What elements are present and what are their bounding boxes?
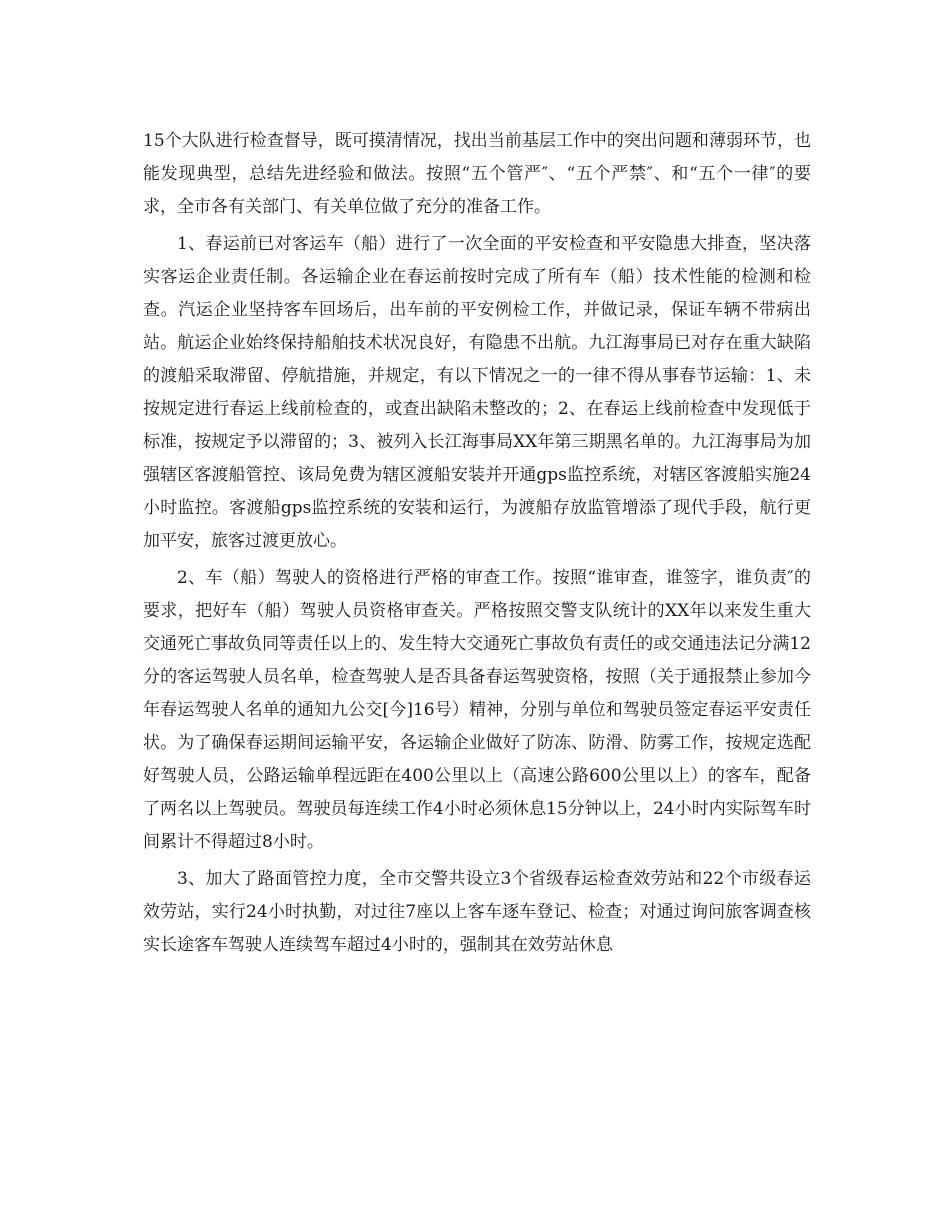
document-body xyxy=(143,125,811,966)
paragraph-item-2: 2、车（船）驾驶人的资格进行严格的审查工作。按照“谁审查，谁签字，谁负责″的要求，把好车（船）驾驶人员资格审查关。严格按照交警支队统计的XX年以来发生重大交通死亡事故负同等责任以上的、发生特大交通死亡事故负有责任的或交通违法记分满12分的客运驾驶人员名单，检查驾驶人是否具备春运驾驶资格，按照（关于通报禁止参加今年春运驾驶人名单的通知九公交[今]16号）精神，分别与单位和驾驶员签定春运平安责任状。为了确保春运期间运输平安，各运输企业做好了防冻、防滑、防雾工作，按规定选配好驾驶人员，公路运输单程远距在400公里以上（高速公路600公里以上）的客车，配备了两名以上驾驶员。驾驶员每连续工作4小时必须休息15分钟以上，24小时内实际驾车时间累计不得超过8小时。 xyxy=(143,568,811,852)
paragraph-item-3: 3、加大了路面管控力度，全市交警共设立3个省级春运检查效劳站和22个市级春运效劳站，实行24小时执勤，对过往7座以上客车逐车登记、检查；对通过询问旅客调查核实长途客车驾驶人连续驾车超过4小时的，强制其在效劳站休息 xyxy=(143,869,811,955)
paragraph-continuation: 15个大队进行检查督导，既可摸清情况，找出当前基层工作中的突出问题和薄弱环节，也能发现典型，总结先进经验和做法。按照“五个管严″、“五个严禁″、和“五个一律″的要求，全市各有关部门、有关单位做了充分的准备工作。 xyxy=(143,131,811,217)
paragraph-item-1: 1、春运前已对客运车（船）进行了一次全面的平安检查和平安隐患大排查，坚决落实客运企业责任制。各运输企业在春运前按时完成了所有车（船）技术性能的检测和检查。汽运企业坚持客车回场后，出车前的平安例检工作，并做记录，保证车辆不带病出站。航运企业始终保持船舶技术状况良好，有隐患不出航。九江海事局已对存在重大缺陷的渡船采取滞留、停航措施，并规定，有以下情况之一的一律不得从事春节运输：1、未按规定进行春运上线前检查的，或查出缺陷未整改的；2、在春运上线前检查中发现低于标准，按规定予以滞留的；3、被列入长江海事局XX年第三期黑名单的。九江海事局为加强辖区客渡船管控、该局免费为辖区渡船安装并开通gps监控系统，对辖区客渡船实施24小时监控。客渡船gps监控系统的安装和运行，为渡船存放监管增添了现代手段，航行更加平安，旅客过渡更放心。 xyxy=(143,234,811,551)
